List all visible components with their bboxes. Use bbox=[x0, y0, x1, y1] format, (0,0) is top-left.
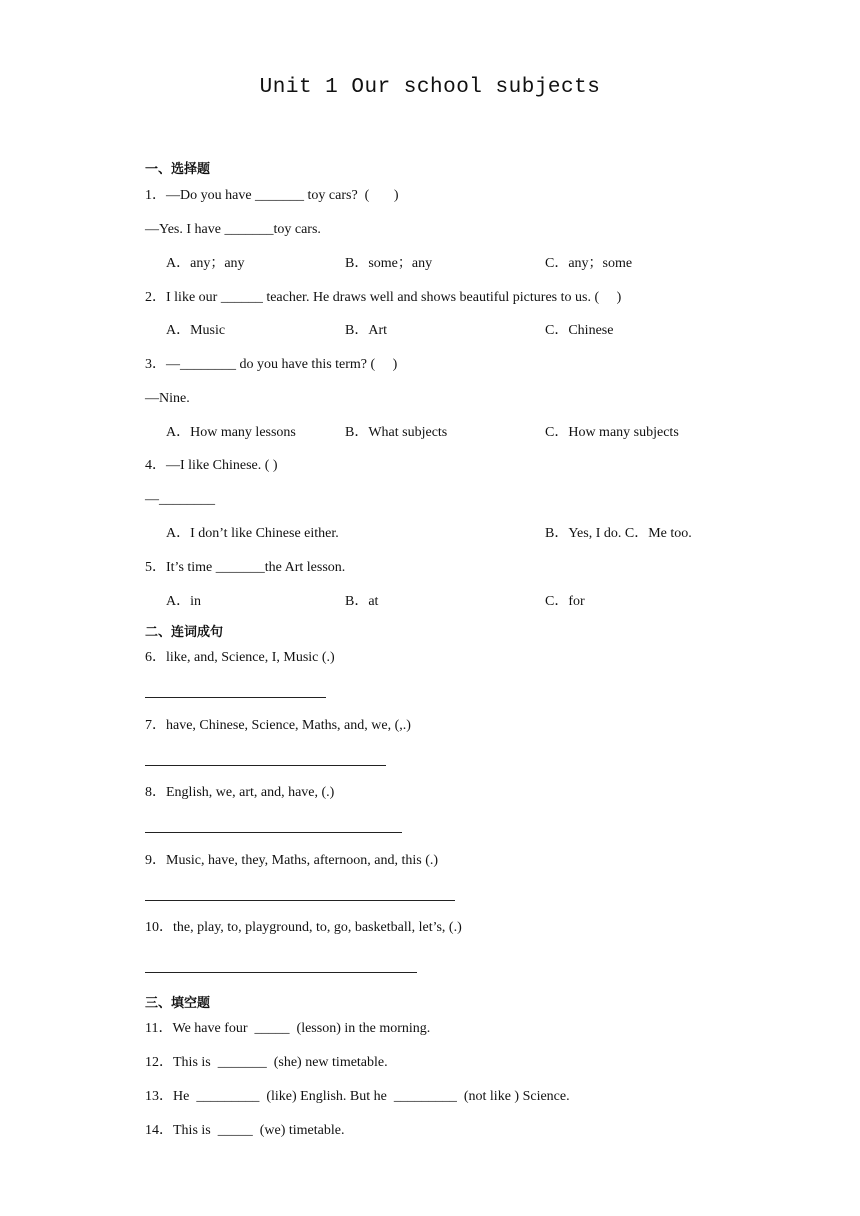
question-5-option-b: B．at bbox=[345, 594, 379, 609]
question-2-option-a: A．Music bbox=[166, 323, 226, 338]
question-2-option-b: B．Art bbox=[345, 323, 387, 338]
question-8-answer-line bbox=[145, 832, 402, 833]
question-8-prompt: 8．English, we, art, and, have, (.) bbox=[145, 785, 335, 800]
question-4-option-a: A．I don’t like Chinese either. bbox=[166, 526, 339, 541]
page-title: Unit 1 Our school subjects bbox=[259, 76, 601, 99]
question-6-prompt: 6．like, and, Science, I, Music (.) bbox=[145, 650, 335, 665]
question-3-option-c: C．How many subjects bbox=[545, 425, 679, 440]
question-5-option-a: A．in bbox=[166, 594, 201, 609]
question-4-prompt: 4．—I like Chinese. ( ) bbox=[145, 458, 278, 473]
question-10-prompt: 10．the, play, to, playground, to, go, basketball, let’s, (.) bbox=[145, 920, 462, 935]
question-3-prompt: 3．—________ do you have this term? ( ) bbox=[145, 357, 398, 372]
question-3-option-b: B．What subjects bbox=[345, 425, 448, 440]
question-1-option-b: B．some；any bbox=[345, 256, 433, 271]
question-6-answer-line bbox=[145, 697, 326, 698]
question-4-response: —________ bbox=[145, 492, 215, 507]
question-11-prompt: 11．We have four _____ (lesson) in the morning. bbox=[145, 1021, 431, 1036]
question-9-prompt: 9．Music, have, they, Maths, afternoon, and, this (.) bbox=[145, 853, 439, 868]
question-1-prompt: 1．—Do you have _______ toy cars? ( ) bbox=[145, 188, 399, 203]
question-13-prompt: 13．He _________ (like) English. But he _________ (not like ) Science. bbox=[145, 1089, 570, 1104]
question-4-option-bc: B．Yes, I do. C．Me too. bbox=[545, 526, 692, 541]
question-9-answer-line bbox=[145, 900, 455, 901]
section-heading-multiple-choice: 一、选择题 bbox=[145, 162, 211, 177]
question-2-option-c: C．Chinese bbox=[545, 323, 614, 338]
question-1-response: —Yes. I have _______toy cars. bbox=[145, 222, 321, 237]
question-12-prompt: 12．This is _______ (she) new timetable. bbox=[145, 1055, 388, 1070]
question-7-answer-line bbox=[145, 765, 386, 766]
section-heading-sentence-building: 二、连词成句 bbox=[145, 625, 224, 640]
question-10-answer-line bbox=[145, 972, 417, 973]
question-2-prompt: 2．I like our ______ teacher. He draws well and shows beautiful pictures to us. ( ) bbox=[145, 290, 622, 305]
question-5-prompt: 5．It’s time _______the Art lesson. bbox=[145, 560, 346, 575]
question-1-option-c: C．any；some bbox=[545, 256, 633, 271]
question-14-prompt: 14．This is _____ (we) timetable. bbox=[145, 1123, 345, 1138]
question-5-option-c: C．for bbox=[545, 594, 585, 609]
question-3-response: —Nine. bbox=[145, 391, 190, 406]
question-1-option-a: A．any；any bbox=[166, 256, 245, 271]
question-3-option-a: A．How many lessons bbox=[166, 425, 296, 440]
question-7-prompt: 7．have, Chinese, Science, Maths, and, we, (,.) bbox=[145, 718, 411, 733]
section-heading-fill-in-blanks: 三、填空题 bbox=[145, 996, 211, 1011]
